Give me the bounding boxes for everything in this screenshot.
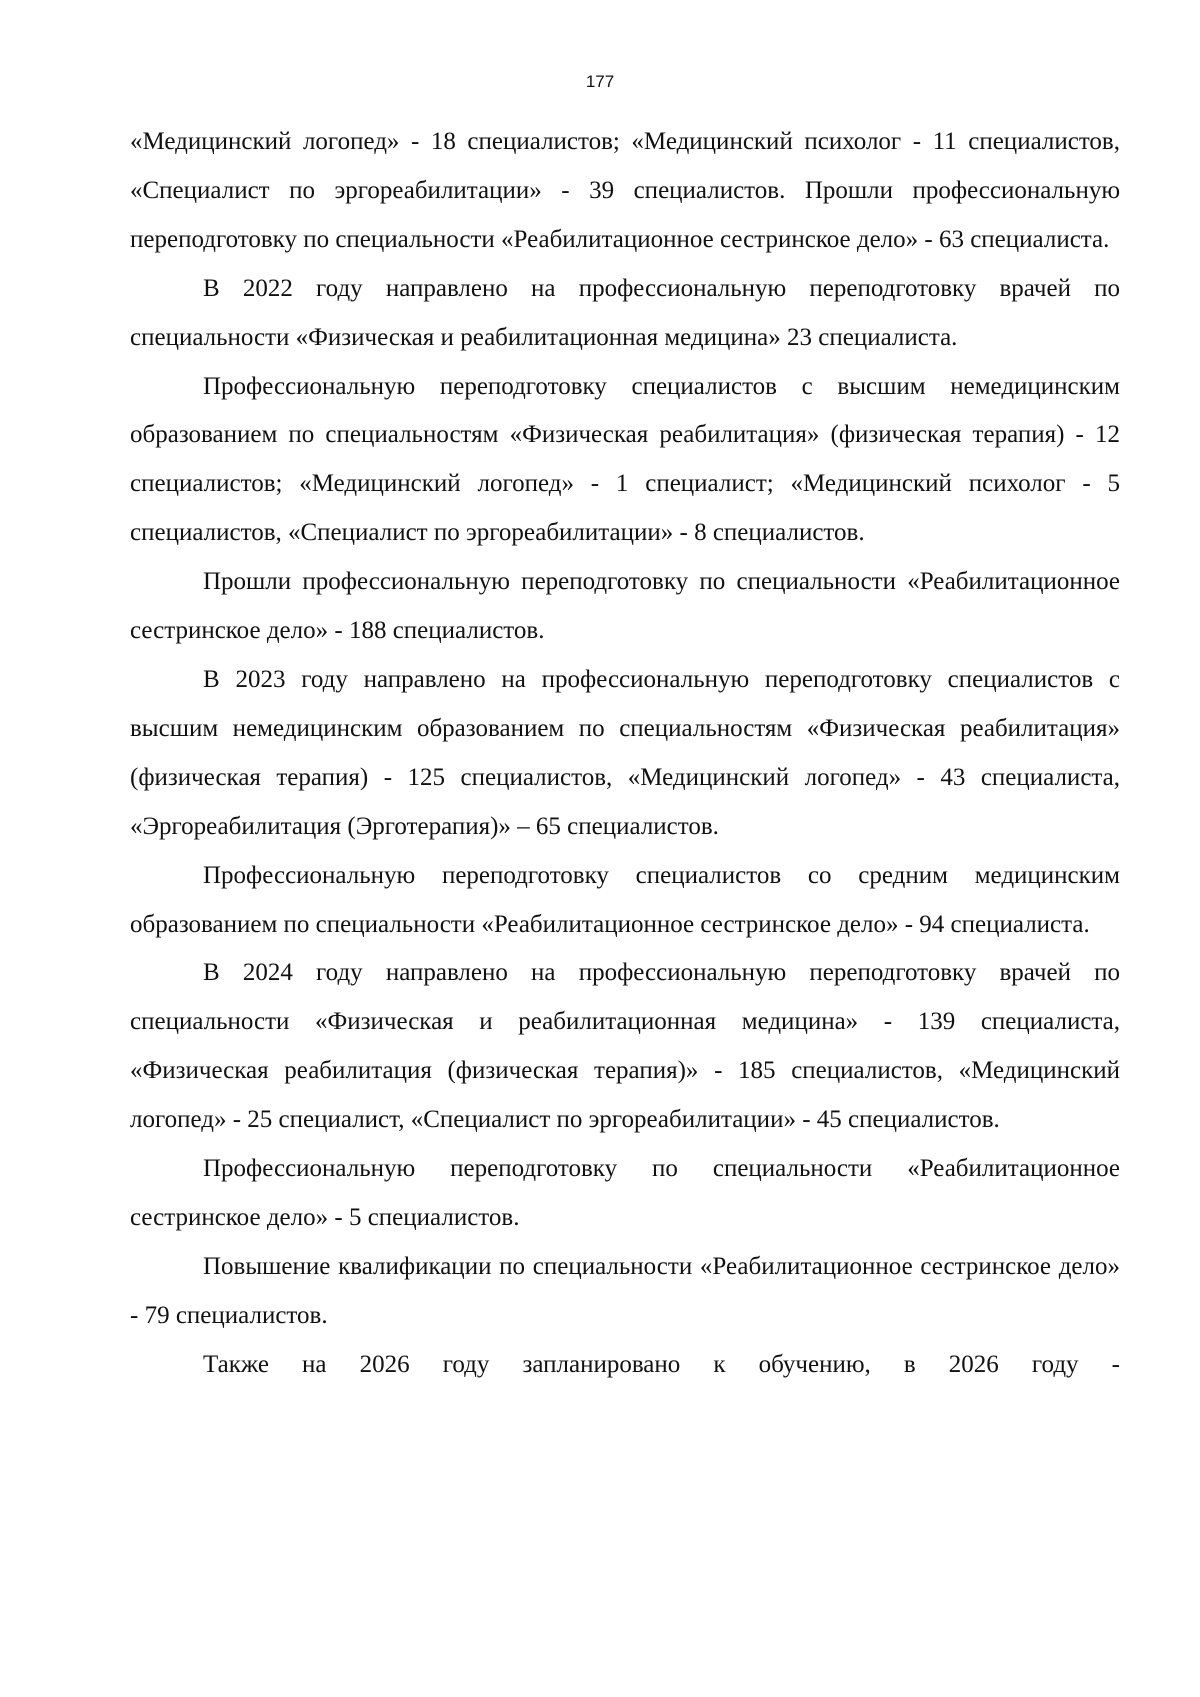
paragraph-2022-nonmedical: Профессиональную переподготовку специалистов с высшим немедицинским образованием по специальностям «Физическая реабилитация» (физическая терапия) - 12 специалистов; «Медицинский логопед» - 1 специалист; «Медицинский психолог - 5 специалистов, «Специалист по эргореабилитации» - 8 специалистов. (130, 372, 1120, 547)
body-text (130, 118, 1120, 1390)
paragraph-2023-nursing: Профессиональную переподготовку специалистов со средним медицинским образованием по специальности «Реабилитационное сестринское дело» - 94 специалиста. (130, 861, 1120, 938)
paragraph-2022-physicians: В 2022 году направлено на профессиональную переподготовку врачей по специальности «Физическая и реабилитационная медицина» 23 специалиста. (130, 274, 1120, 351)
paragraph-qualification: Повышение квалификации по специальности «Реабилитационное сестринское дело» - 79 специалистов. (130, 1252, 1120, 1329)
paragraph-2026-plan: Также на 2026 году запланировано к обучению, в 2026 году - (203, 1350, 1120, 1378)
paragraph-2024-nursing: Профессиональную переподготовку по специальности «Реабилитационное сестринское дело» - 5 специалистов. (130, 1155, 1120, 1231)
paragraph-continued: «Медицинский логопед» - 18 специалистов; «Медицинский психолог - 11 специалистов, «Специалист по эргореабилитации» - 39 специалистов. Прошли профессиональную переподготовку по специальности «Реабилитационное сестринское дело» - 63 специалиста. (130, 128, 1120, 253)
paragraph-2023-nonmedical: В 2023 году направлено на профессиональную переподготовку специалистов с высшим немедицинским образованием по специальностям «Физическая реабилитация» (физическая терапия) - 125 специалистов, «Медицинский логопед» - 43 специалиста, «Эргореабилитация (Эрготерапия)» – 65 специалистов. (130, 665, 1120, 840)
paragraph-2024-physicians: В 2024 году направлено на профессиональную переподготовку врачей по специальности «Физическая и реабилитационная медицина» - 139 специалиста, «Физическая реабилитация (физическая терапия)» - 185 специалистов, «Медицинский логопед» - 25 специалист, «Специалист по эргореабилитации» - 45 специалистов. (130, 959, 1120, 1134)
paragraph-2022-nursing: Прошли профессиональную переподготовку по специальности «Реабилитационное сестринское дело» - 188 специалистов. (130, 568, 1120, 645)
page-number: 177 (585, 72, 615, 91)
